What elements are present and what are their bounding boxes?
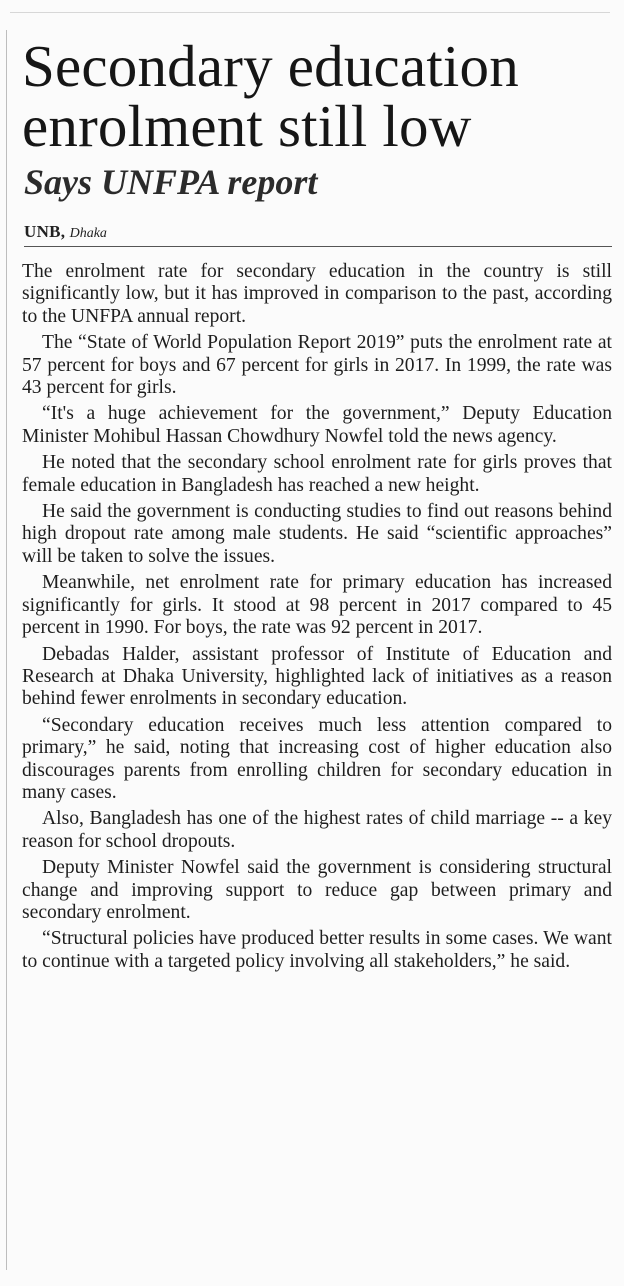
paragraph: The enrolment rate for secondary education in the country is still significantly low, but it has improved in comparison to the past, according to the UNFPA annual report. [22, 261, 612, 327]
paragraph: The “State of World Population Report 2019” puts the enrolment rate at 57 percent for boys and 67 percent for girls in 2017. In 1999, the rate was 43 percent for girls. [22, 332, 612, 399]
paragraph: “Secondary education receives much less attention compared to primary,” he said, noting that increasing cost of higher education also discourages parents from enrolling children for secondary education in many cases. [22, 714, 612, 803]
paragraph: Also, Bangladesh has one of the highest rates of child marriage -- a key reason for school dropouts. [22, 808, 612, 852]
paragraph: Debadas Halder, assistant professor of Institute of Education and Research at Dhaka University, highlighted lack of initiatives as a reason behind fewer enrolments in secondary education. [22, 643, 612, 710]
paragraph: He noted that the secondary school enrolment rate for girls proves that female education in Bangladesh has reached a new height. [22, 452, 612, 496]
top-divider [10, 12, 610, 13]
headline: Secondary education enrolment still low [22, 33, 519, 159]
paragraph: Deputy Minister Nowfel said the government is considering structural change and improving support to reduce gap between primary and secondary enrolment. [22, 857, 612, 923]
paragraph: “It's a huge achievement for the government,” Deputy Education Minister Mohibul Hassan Chowdhury Nowfel told the news agency. [22, 403, 612, 447]
article [22, 33, 612, 977]
byline [24, 222, 612, 247]
byline-location: Dhaka [69, 226, 107, 241]
paragraph: “Structural policies have produced better results in some cases. We want to continue with a targeted policy involving all stakeholders,” he said. [22, 928, 612, 972]
paragraph: He said the government is conducting studies to find out reasons behind high dropout rate among male students. He said “scientific approaches” will be taken to solve the issues. [22, 501, 612, 567]
byline-agency: UNB, [24, 222, 66, 241]
subheadline: Says UNFPA report [24, 162, 318, 202]
paragraph: Meanwhile, net enrolment rate for primary education has increased significantly for girls. It stood at 98 percent in 2017 compared to 45 percent in 1990. For boys, the rate was 92 percent in 2017. [22, 572, 612, 639]
article-body [22, 261, 612, 973]
column-divider [6, 30, 7, 1270]
